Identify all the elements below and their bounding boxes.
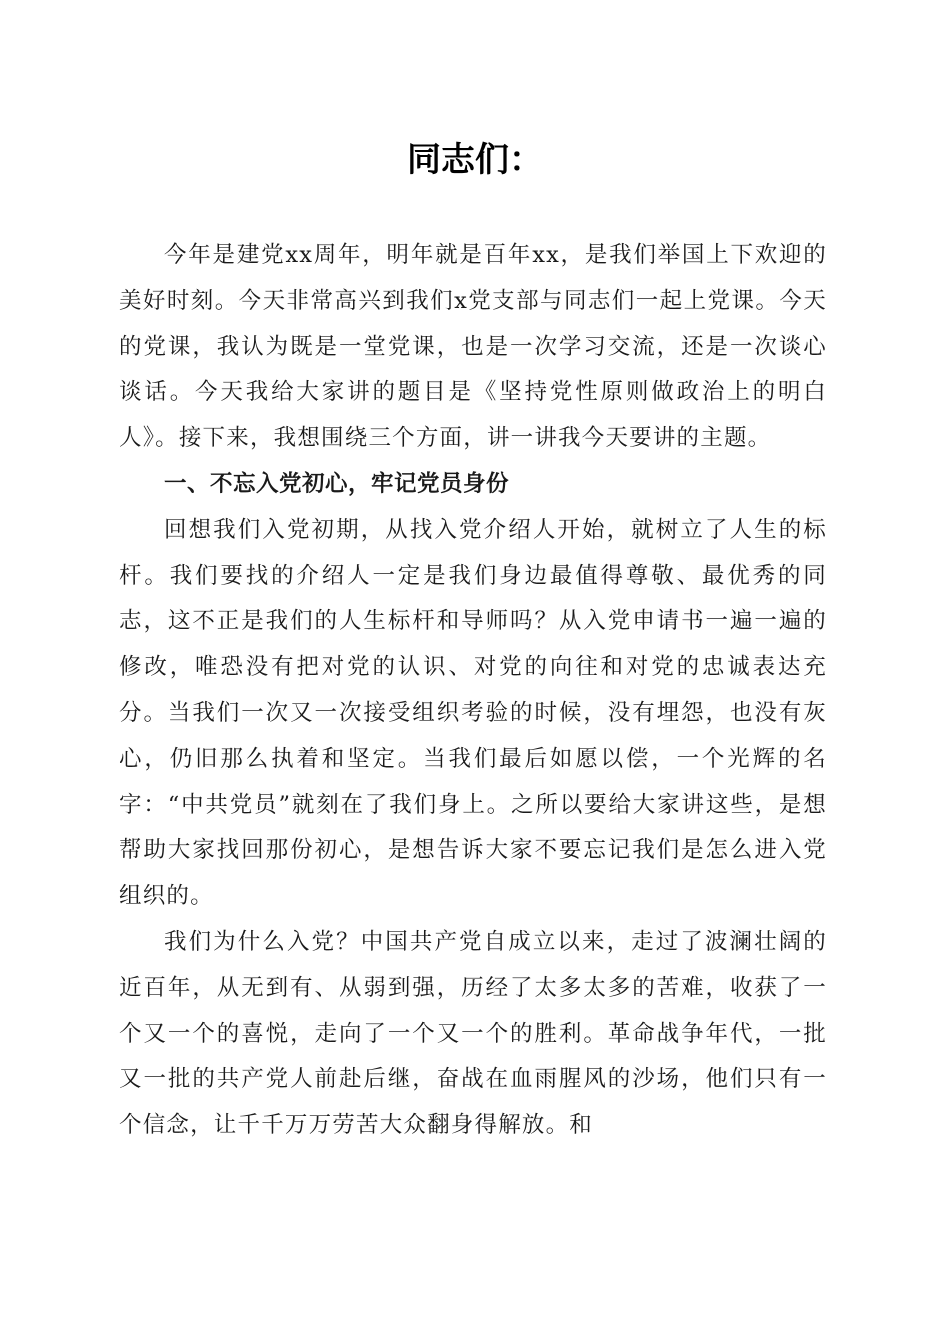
body-paragraph: 回想我们入党初期，从找入党介绍人开始，就树立了人生的标杆。我们要找的介绍人一定是我们身边最值得尊敬、最优秀的同志，这不正是我们的人生标杆和导师吗？从入党申请书一遍一遍的修改，唯恐没有把对党的认识、对党的向往和对党的忠诚表达充分。当我们一次又一次接受组织考验的时候，没有埋怨，也没有灰心，仍旧那么执着和坚定。当我们最后如愿以偿，一个光辉的名字：“中共党员”就刻在了我们身上。之所以要给大家讲这些，是想帮助大家找回那份初心，是想告诉大家不要忘记我们是怎么进入党组织的。 <box>119 516 827 910</box>
document-title: 同志们： <box>407 140 543 180</box>
intro-paragraph: 今年是建党xx周年，明年就是百年xx，是我们举国上下欢迎的美好时刻。今天非常高兴到我们x党支部与同志们一起上党课。今天的党课，我认为既是一堂党课，也是一次学习交流，还是一次谈心谈话。今天我给大家讲的题目是《坚持党性原则做政治上的明白人》。接下来，我想围绕三个方面，讲一讲我今天要讲的主题。 <box>119 242 827 452</box>
document-body <box>119 233 827 1149</box>
body-paragraph: 我们为什么入党？中国共产党自成立以来，走过了波澜壮阔的近百年，从无到有、从弱到强，历经了太多太多的苦难，收获了一个又一个的喜悦，走向了一个又一个的胜利。革命战争年代，一批又一批的共产党人前赴后继，奋战在血雨腥风的沙场，他们只有一个信念，让千千万万劳苦大众翻身得解放。和 <box>119 928 827 1139</box>
section-heading: 一、不忘入党初心，牢记党员身份 <box>164 470 510 497</box>
